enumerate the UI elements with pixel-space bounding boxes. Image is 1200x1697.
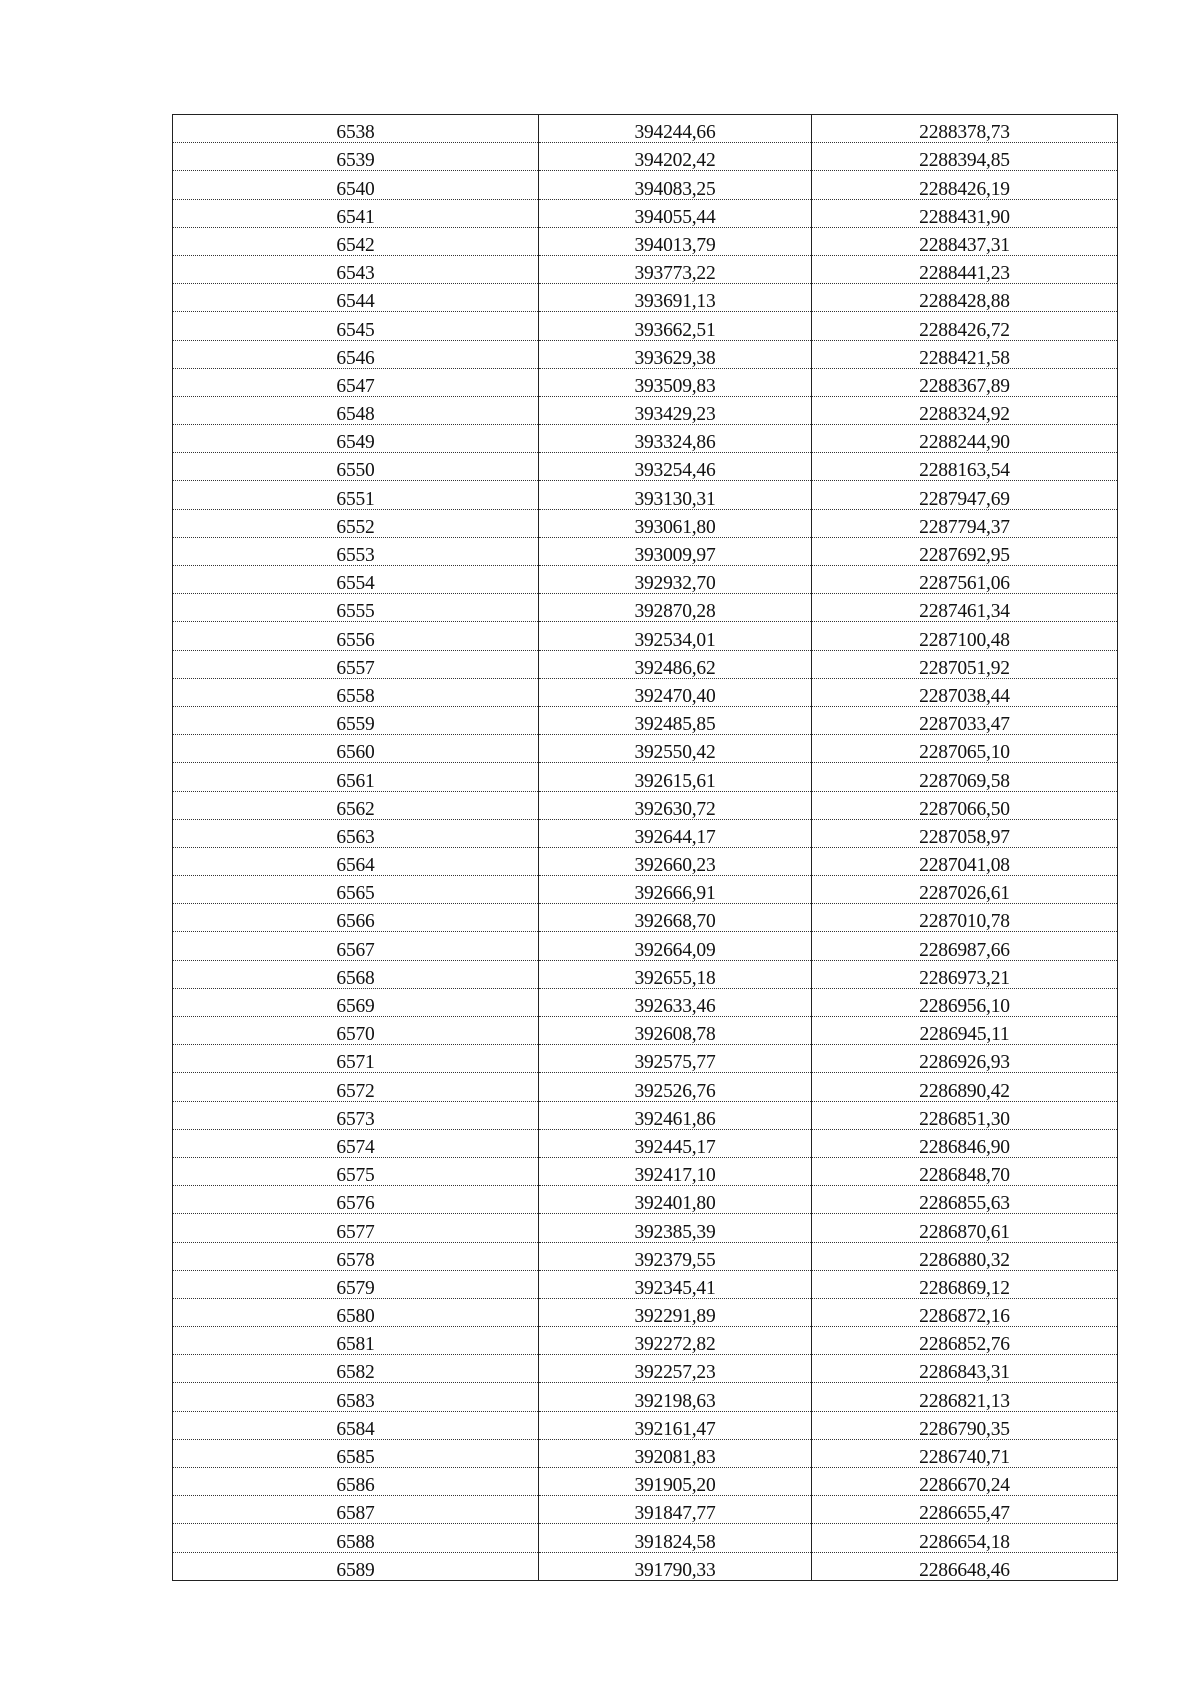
y-coordinate-cell: 2286880,32: [812, 1242, 1118, 1270]
y-coordinate-cell: 2287026,61: [812, 876, 1118, 904]
coordinates-table-body: [173, 115, 1118, 1581]
y-coordinate-cell: 2287947,69: [812, 481, 1118, 509]
x-coordinate-cell: 392668,70: [539, 904, 812, 932]
x-coordinate-cell: 392257,23: [539, 1355, 812, 1383]
y-coordinate-cell: 2288244,90: [812, 425, 1118, 453]
table-row: [173, 227, 1118, 255]
table-row: [173, 509, 1118, 537]
x-coordinate-cell: 392345,41: [539, 1270, 812, 1298]
x-coordinate-cell: 391790,33: [539, 1552, 812, 1580]
table-row: [173, 904, 1118, 932]
y-coordinate-cell: 2286890,42: [812, 1073, 1118, 1101]
x-coordinate-cell: 392608,78: [539, 1017, 812, 1045]
point-number-cell: 6576: [173, 1186, 539, 1214]
point-number-cell: 6569: [173, 988, 539, 1016]
x-coordinate-cell: 392385,39: [539, 1214, 812, 1242]
point-number-cell: 6578: [173, 1242, 539, 1270]
y-coordinate-cell: 2286987,66: [812, 932, 1118, 960]
y-coordinate-cell: 2286654,18: [812, 1524, 1118, 1552]
y-coordinate-cell: 2286870,61: [812, 1214, 1118, 1242]
point-number-cell: 6564: [173, 847, 539, 875]
y-coordinate-cell: 2287561,06: [812, 566, 1118, 594]
x-coordinate-cell: 394083,25: [539, 171, 812, 199]
point-number-cell: 6585: [173, 1439, 539, 1467]
point-number-cell: 6582: [173, 1355, 539, 1383]
point-number-cell: 6548: [173, 396, 539, 424]
point-number-cell: 6538: [173, 115, 539, 143]
x-coordinate-cell: 392081,83: [539, 1439, 812, 1467]
table-row: [173, 1270, 1118, 1298]
y-coordinate-cell: 2286790,35: [812, 1411, 1118, 1439]
table-row: [173, 1129, 1118, 1157]
table-row: [173, 284, 1118, 312]
point-number-cell: 6546: [173, 340, 539, 368]
table-row: [173, 1411, 1118, 1439]
y-coordinate-cell: 2286945,11: [812, 1017, 1118, 1045]
table-row: [173, 368, 1118, 396]
y-coordinate-cell: 2287038,44: [812, 678, 1118, 706]
table-row: [173, 115, 1118, 143]
y-coordinate-cell: 2287100,48: [812, 622, 1118, 650]
point-number-cell: 6555: [173, 594, 539, 622]
point-number-cell: 6575: [173, 1157, 539, 1185]
point-number-cell: 6556: [173, 622, 539, 650]
x-coordinate-cell: 392666,91: [539, 876, 812, 904]
y-coordinate-cell: 2286846,90: [812, 1129, 1118, 1157]
table-row: [173, 255, 1118, 283]
table-row: [173, 763, 1118, 791]
point-number-cell: 6586: [173, 1468, 539, 1496]
x-coordinate-cell: 392664,09: [539, 932, 812, 960]
y-coordinate-cell: 2287461,34: [812, 594, 1118, 622]
x-coordinate-cell: 392470,40: [539, 678, 812, 706]
point-number-cell: 6553: [173, 537, 539, 565]
x-coordinate-cell: 392198,63: [539, 1383, 812, 1411]
x-coordinate-cell: 394202,42: [539, 143, 812, 171]
table-row: [173, 1298, 1118, 1326]
x-coordinate-cell: 392379,55: [539, 1242, 812, 1270]
x-coordinate-cell: 392655,18: [539, 960, 812, 988]
x-coordinate-cell: 393629,38: [539, 340, 812, 368]
point-number-cell: 6541: [173, 199, 539, 227]
point-number-cell: 6547: [173, 368, 539, 396]
point-number-cell: 6589: [173, 1552, 539, 1580]
point-number-cell: 6558: [173, 678, 539, 706]
point-number-cell: 6574: [173, 1129, 539, 1157]
point-number-cell: 6557: [173, 650, 539, 678]
x-coordinate-cell: 393254,46: [539, 453, 812, 481]
y-coordinate-cell: 2288324,92: [812, 396, 1118, 424]
x-coordinate-cell: 393324,86: [539, 425, 812, 453]
table-row: [173, 791, 1118, 819]
x-coordinate-cell: 392630,72: [539, 791, 812, 819]
y-coordinate-cell: 2288428,88: [812, 284, 1118, 312]
table-row: [173, 876, 1118, 904]
table-row: [173, 537, 1118, 565]
table-row: [173, 1186, 1118, 1214]
point-number-cell: 6573: [173, 1101, 539, 1129]
point-number-cell: 6568: [173, 960, 539, 988]
point-number-cell: 6580: [173, 1298, 539, 1326]
table-row: [173, 199, 1118, 227]
table-row: [173, 143, 1118, 171]
x-coordinate-cell: 392644,17: [539, 819, 812, 847]
point-number-cell: 6565: [173, 876, 539, 904]
y-coordinate-cell: 2287066,50: [812, 791, 1118, 819]
y-coordinate-cell: 2286851,30: [812, 1101, 1118, 1129]
x-coordinate-cell: 392272,82: [539, 1327, 812, 1355]
point-number-cell: 6539: [173, 143, 539, 171]
x-coordinate-cell: 392486,62: [539, 650, 812, 678]
y-coordinate-cell: 2288426,19: [812, 171, 1118, 199]
x-coordinate-cell: 392550,42: [539, 735, 812, 763]
point-number-cell: 6542: [173, 227, 539, 255]
x-coordinate-cell: 392932,70: [539, 566, 812, 594]
x-coordinate-cell: 393009,97: [539, 537, 812, 565]
x-coordinate-cell: 392526,76: [539, 1073, 812, 1101]
point-number-cell: 6588: [173, 1524, 539, 1552]
y-coordinate-cell: 2287041,08: [812, 847, 1118, 875]
table-row: [173, 1157, 1118, 1185]
y-coordinate-cell: 2288163,54: [812, 453, 1118, 481]
y-coordinate-cell: 2287010,78: [812, 904, 1118, 932]
y-coordinate-cell: 2286926,93: [812, 1045, 1118, 1073]
x-coordinate-cell: 394055,44: [539, 199, 812, 227]
point-number-cell: 6587: [173, 1496, 539, 1524]
y-coordinate-cell: 2287065,10: [812, 735, 1118, 763]
y-coordinate-cell: 2286973,21: [812, 960, 1118, 988]
y-coordinate-cell: 2286869,12: [812, 1270, 1118, 1298]
x-coordinate-cell: 392575,77: [539, 1045, 812, 1073]
point-number-cell: 6577: [173, 1214, 539, 1242]
y-coordinate-cell: 2288441,23: [812, 255, 1118, 283]
table-row: [173, 735, 1118, 763]
y-coordinate-cell: 2287069,58: [812, 763, 1118, 791]
x-coordinate-cell: 392161,47: [539, 1411, 812, 1439]
table-row: [173, 650, 1118, 678]
point-number-cell: 6571: [173, 1045, 539, 1073]
point-number-cell: 6544: [173, 284, 539, 312]
point-number-cell: 6559: [173, 706, 539, 734]
y-coordinate-cell: 2287033,47: [812, 706, 1118, 734]
table-row: [173, 1468, 1118, 1496]
point-number-cell: 6567: [173, 932, 539, 960]
table-row: [173, 622, 1118, 650]
table-row: [173, 453, 1118, 481]
y-coordinate-cell: 2287058,97: [812, 819, 1118, 847]
point-number-cell: 6570: [173, 1017, 539, 1045]
point-number-cell: 6561: [173, 763, 539, 791]
table-row: [173, 819, 1118, 847]
table-row: [173, 1101, 1118, 1129]
y-coordinate-cell: 2288421,58: [812, 340, 1118, 368]
point-number-cell: 6583: [173, 1383, 539, 1411]
x-coordinate-cell: 394013,79: [539, 227, 812, 255]
point-number-cell: 6560: [173, 735, 539, 763]
table-row: [173, 1439, 1118, 1467]
x-coordinate-cell: 391905,20: [539, 1468, 812, 1496]
y-coordinate-cell: 2288431,90: [812, 199, 1118, 227]
table-row: [173, 594, 1118, 622]
y-coordinate-cell: 2286855,63: [812, 1186, 1118, 1214]
x-coordinate-cell: 393130,31: [539, 481, 812, 509]
y-coordinate-cell: 2286956,10: [812, 988, 1118, 1016]
y-coordinate-cell: 2287692,95: [812, 537, 1118, 565]
point-number-cell: 6545: [173, 312, 539, 340]
table-row: [173, 847, 1118, 875]
y-coordinate-cell: 2286848,70: [812, 1157, 1118, 1185]
table-row: [173, 1496, 1118, 1524]
point-number-cell: 6572: [173, 1073, 539, 1101]
table-row: [173, 566, 1118, 594]
y-coordinate-cell: 2287794,37: [812, 509, 1118, 537]
table-row: [173, 678, 1118, 706]
x-coordinate-cell: 392534,01: [539, 622, 812, 650]
x-coordinate-cell: 392485,85: [539, 706, 812, 734]
x-coordinate-cell: 391824,58: [539, 1524, 812, 1552]
x-coordinate-cell: 392445,17: [539, 1129, 812, 1157]
x-coordinate-cell: 393061,80: [539, 509, 812, 537]
table-row: [173, 481, 1118, 509]
point-number-cell: 6563: [173, 819, 539, 847]
x-coordinate-cell: 392615,61: [539, 763, 812, 791]
y-coordinate-cell: 2287051,92: [812, 650, 1118, 678]
x-coordinate-cell: 392461,86: [539, 1101, 812, 1129]
point-number-cell: 6552: [173, 509, 539, 537]
y-coordinate-cell: 2288367,89: [812, 368, 1118, 396]
table-row: [173, 706, 1118, 734]
x-coordinate-cell: 393662,51: [539, 312, 812, 340]
point-number-cell: 6551: [173, 481, 539, 509]
table-row: [173, 1327, 1118, 1355]
point-number-cell: 6550: [173, 453, 539, 481]
table-row: [173, 960, 1118, 988]
point-number-cell: 6584: [173, 1411, 539, 1439]
y-coordinate-cell: 2286843,31: [812, 1355, 1118, 1383]
table-row: [173, 1383, 1118, 1411]
table-row: [173, 396, 1118, 424]
coordinates-table: [172, 114, 1118, 1581]
x-coordinate-cell: 393429,23: [539, 396, 812, 424]
x-coordinate-cell: 394244,66: [539, 115, 812, 143]
table-row: [173, 932, 1118, 960]
point-number-cell: 6543: [173, 255, 539, 283]
table-row: [173, 1214, 1118, 1242]
table-row: [173, 171, 1118, 199]
table-row: [173, 1045, 1118, 1073]
x-coordinate-cell: 393691,13: [539, 284, 812, 312]
table-row: [173, 1552, 1118, 1580]
point-number-cell: 6540: [173, 171, 539, 199]
point-number-cell: 6554: [173, 566, 539, 594]
table-row: [173, 1524, 1118, 1552]
x-coordinate-cell: 391847,77: [539, 1496, 812, 1524]
table-row: [173, 1017, 1118, 1045]
x-coordinate-cell: 392660,23: [539, 847, 812, 875]
point-number-cell: 6549: [173, 425, 539, 453]
y-coordinate-cell: 2288378,73: [812, 115, 1118, 143]
x-coordinate-cell: 392291,89: [539, 1298, 812, 1326]
table-row: [173, 1355, 1118, 1383]
table-row: [173, 312, 1118, 340]
table-row: [173, 340, 1118, 368]
y-coordinate-cell: 2286852,76: [812, 1327, 1118, 1355]
point-number-cell: 6566: [173, 904, 539, 932]
y-coordinate-cell: 2288426,72: [812, 312, 1118, 340]
table-row: [173, 988, 1118, 1016]
y-coordinate-cell: 2286821,13: [812, 1383, 1118, 1411]
x-coordinate-cell: 392870,28: [539, 594, 812, 622]
point-number-cell: 6562: [173, 791, 539, 819]
x-coordinate-cell: 393773,22: [539, 255, 812, 283]
y-coordinate-cell: 2288437,31: [812, 227, 1118, 255]
y-coordinate-cell: 2286740,71: [812, 1439, 1118, 1467]
point-number-cell: 6581: [173, 1327, 539, 1355]
y-coordinate-cell: 2286670,24: [812, 1468, 1118, 1496]
x-coordinate-cell: 392417,10: [539, 1157, 812, 1185]
table-row: [173, 1242, 1118, 1270]
y-coordinate-cell: 2286655,47: [812, 1496, 1118, 1524]
x-coordinate-cell: 392633,46: [539, 988, 812, 1016]
y-coordinate-cell: 2286648,46: [812, 1552, 1118, 1580]
point-number-cell: 6579: [173, 1270, 539, 1298]
x-coordinate-cell: 392401,80: [539, 1186, 812, 1214]
table-row: [173, 1073, 1118, 1101]
table-row: [173, 425, 1118, 453]
x-coordinate-cell: 393509,83: [539, 368, 812, 396]
y-coordinate-cell: 2286872,16: [812, 1298, 1118, 1326]
y-coordinate-cell: 2288394,85: [812, 143, 1118, 171]
